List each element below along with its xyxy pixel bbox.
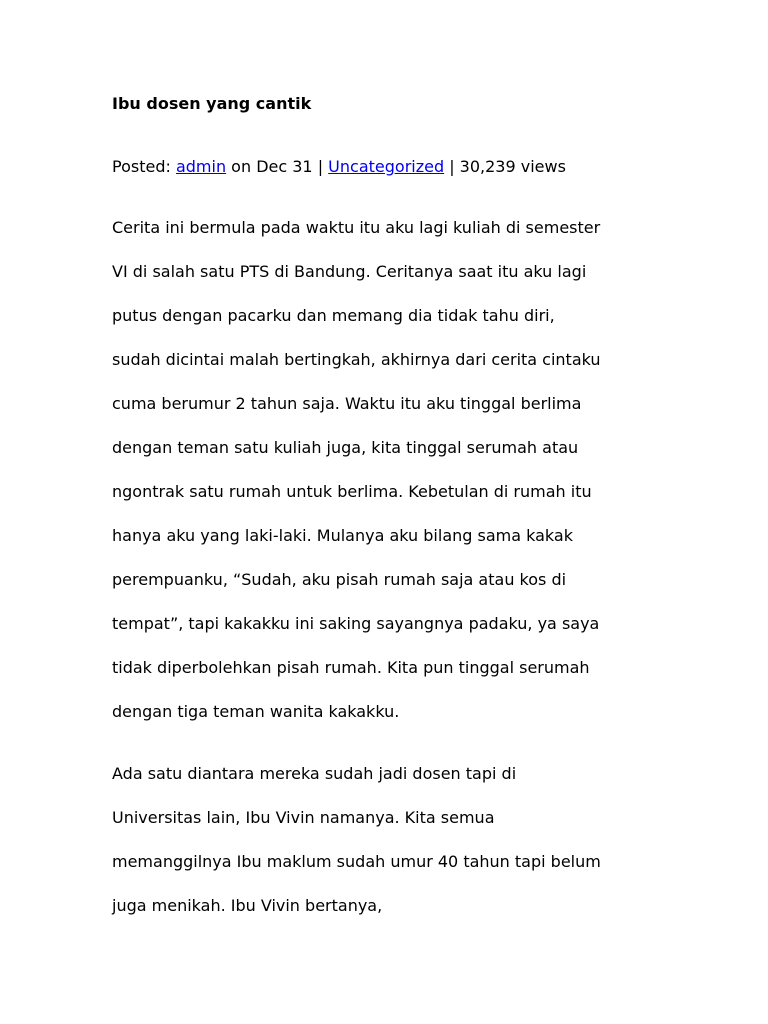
post-meta bbox=[112, 155, 566, 179]
views-count: | 30,239 views bbox=[444, 157, 566, 176]
posted-label: Posted: bbox=[112, 157, 176, 176]
text-line: tempat”, tapi kakakku ini saking sayangnya padaku, ya saya bbox=[112, 614, 600, 633]
text-line: ngontrak satu rumah untuk berlima. Kebetulan di rumah itu bbox=[112, 482, 592, 501]
text-line: sudah dicintai malah bertingkah, akhirnya dari cerita cintaku bbox=[112, 350, 601, 369]
text-line: VI di salah satu PTS di Bandung. Ceritanya saat itu aku lagi bbox=[112, 262, 587, 281]
text-line: Ada satu diantara mereka sudah jadi dosen tapi di bbox=[112, 764, 517, 783]
text-line: cuma berumur 2 tahun saja. Waktu itu aku tinggal berlima bbox=[112, 394, 582, 413]
author-link[interactable]: admin bbox=[175, 157, 227, 176]
category-link[interactable]: Uncategorized bbox=[328, 157, 445, 176]
paragraph bbox=[112, 206, 601, 734]
text-line: perempuanku, “Sudah, aku pisah rumah saja atau kos di bbox=[112, 570, 567, 589]
post-title: Ibu dosen yang cantik bbox=[112, 94, 312, 113]
text-line: Universitas lain, Ibu Vivin namanya. Kita semua bbox=[112, 808, 495, 827]
text-line: hanya aku yang laki-laki. Mulanya aku bilang sama kakak bbox=[112, 526, 573, 545]
text-line: Cerita ini bermula pada waktu itu aku lagi kuliah di semester bbox=[112, 218, 601, 237]
text-line: tidak diperbolehkan pisah rumah. Kita pun tinggal serumah bbox=[112, 658, 590, 677]
paragraph bbox=[112, 752, 601, 928]
text-line: memanggilnya Ibu maklum sudah umur 40 tahun tapi belum bbox=[112, 852, 601, 871]
text-line: dengan teman satu kuliah juga, kita tinggal serumah atau bbox=[112, 438, 579, 457]
text-line: putus dengan pacarku dan memang dia tidak tahu diri, bbox=[112, 306, 555, 325]
post-date-text: on Dec 31 | bbox=[226, 157, 329, 176]
text-line: juga menikah. Ibu Vivin bertanya, bbox=[112, 896, 383, 915]
text-line: dengan tiga teman wanita kakakku. bbox=[112, 702, 400, 721]
